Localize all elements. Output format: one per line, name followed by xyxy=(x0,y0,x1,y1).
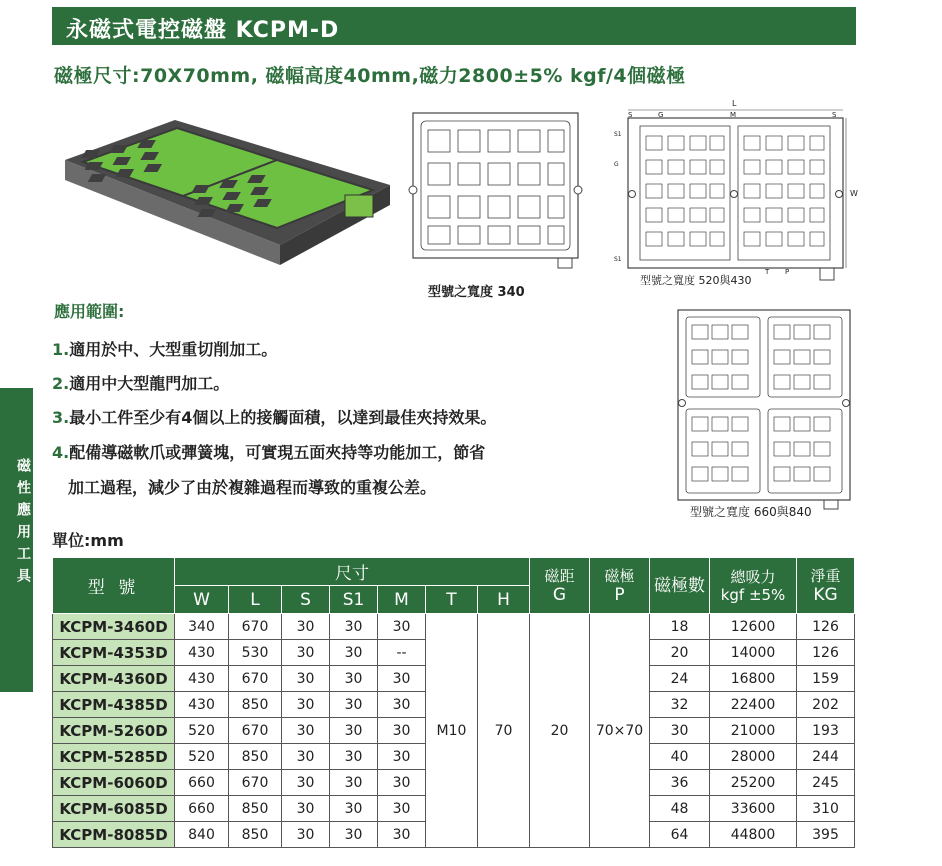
header-s1: S1 xyxy=(330,586,378,614)
application-item: 1.適用於中、大型重切削加工。 xyxy=(52,340,278,359)
side-tab-label: 磁性應用工具 xyxy=(15,458,31,590)
t-merged-cell: M10 xyxy=(426,614,478,848)
weight-cell: 244 xyxy=(797,744,855,770)
application-item: 3.最小工件至少有4個以上的接觸面積，以達到最佳夾持效果。 xyxy=(52,408,497,427)
application-item: 2.適用中大型龍門加工。 xyxy=(52,374,230,393)
weight-cell: 193 xyxy=(797,718,855,744)
m-cell: 30 xyxy=(378,614,426,640)
applications-title: 應用範圍: xyxy=(54,302,125,321)
s1-cell: 30 xyxy=(330,822,378,848)
w-cell: 660 xyxy=(175,770,229,796)
poles-cell: 32 xyxy=(650,692,710,718)
poles-cell: 40 xyxy=(650,744,710,770)
model-cell: KCPM-4385D xyxy=(53,692,175,718)
w-cell: 430 xyxy=(175,692,229,718)
model-cell: KCPM-8085D xyxy=(53,822,175,848)
poles-cell: 36 xyxy=(650,770,710,796)
l-cell: 850 xyxy=(229,796,282,822)
m-cell: 30 xyxy=(378,770,426,796)
l-cell: 670 xyxy=(229,614,282,640)
unit-label: 單位:mm xyxy=(52,531,124,550)
w-cell: 520 xyxy=(175,718,229,744)
weight-cell: 159 xyxy=(797,666,855,692)
header-model: 型 號 xyxy=(53,558,175,614)
m-cell: 30 xyxy=(378,666,426,692)
force-cell: 28000 xyxy=(710,744,797,770)
header-m: M xyxy=(378,586,426,614)
m-cell: 30 xyxy=(378,718,426,744)
s-cell: 30 xyxy=(282,744,330,770)
diagram-660-840 xyxy=(672,305,857,520)
w-cell: 430 xyxy=(175,640,229,666)
s-cell: 30 xyxy=(282,770,330,796)
application-item: 加工過程，減少了由於複雜過程而導致的重複公差。 xyxy=(68,478,437,497)
l-cell: 850 xyxy=(229,822,282,848)
model-cell: KCPM-5285D xyxy=(53,744,175,770)
diagram-340 xyxy=(408,108,603,298)
model-cell: KCPM-6085D xyxy=(53,796,175,822)
diagram-label-g: G xyxy=(658,111,664,119)
s1-cell: 30 xyxy=(330,718,378,744)
diagram-label-t: T xyxy=(765,268,770,276)
force-cell: 21000 xyxy=(710,718,797,744)
poles-cell: 20 xyxy=(650,640,710,666)
weight-cell: 126 xyxy=(797,614,855,640)
header-weight: 淨重 KG xyxy=(797,558,855,614)
s1-cell: 30 xyxy=(330,614,378,640)
l-cell: 670 xyxy=(229,666,282,692)
poles-cell: 64 xyxy=(650,822,710,848)
force-cell: 14000 xyxy=(710,640,797,666)
diagram-340-caption: 型號之寬度 340 xyxy=(428,285,525,300)
side-tab xyxy=(0,388,33,692)
page-title: 永磁式電控磁盤 KCPM-D xyxy=(66,18,340,43)
header-l: L xyxy=(229,586,282,614)
header-force: 總吸力 kgf ±5% xyxy=(710,558,797,614)
m-cell: -- xyxy=(378,640,426,666)
diagram-label-l: L xyxy=(732,99,737,108)
model-cell: KCPM-4360D xyxy=(53,666,175,692)
header-size: 尺寸 xyxy=(175,558,530,586)
diagram-label-p: P xyxy=(785,268,790,276)
force-cell: 12600 xyxy=(710,614,797,640)
model-cell: KCPM-6060D xyxy=(53,770,175,796)
force-cell: 44800 xyxy=(710,822,797,848)
diagram-label-s1: S1 xyxy=(614,131,622,138)
diagram-label-s1-bottom: S1 xyxy=(614,256,622,263)
weight-cell: 395 xyxy=(797,822,855,848)
s-cell: 30 xyxy=(282,614,330,640)
header-w: W xyxy=(175,586,229,614)
spec-subtitle: 磁極尺寸:70X70mm, 磁幅高度40mm,磁力2800±5% kgf/4個磁極 xyxy=(54,65,686,87)
s1-cell: 30 xyxy=(330,744,378,770)
header-t: T xyxy=(426,586,478,614)
l-cell: 530 xyxy=(229,640,282,666)
m-cell: 30 xyxy=(378,796,426,822)
spec-table xyxy=(52,557,855,848)
h-merged-cell: 70 xyxy=(478,614,530,848)
l-cell: 670 xyxy=(229,770,282,796)
diagram-660-caption: 型號之寬度 660與840 xyxy=(690,505,812,519)
poles-cell: 48 xyxy=(650,796,710,822)
s1-cell: 30 xyxy=(330,640,378,666)
s-cell: 30 xyxy=(282,796,330,822)
model-cell: KCPM-4353D xyxy=(53,640,175,666)
poles-cell: 24 xyxy=(650,666,710,692)
p-merged-cell: 70×70 xyxy=(590,614,650,848)
force-cell: 16800 xyxy=(710,666,797,692)
l-cell: 850 xyxy=(229,744,282,770)
s1-cell: 30 xyxy=(330,666,378,692)
l-cell: 670 xyxy=(229,718,282,744)
s1-cell: 30 xyxy=(330,770,378,796)
w-cell: 340 xyxy=(175,614,229,640)
s-cell: 30 xyxy=(282,822,330,848)
header-s: S xyxy=(282,586,330,614)
force-cell: 22400 xyxy=(710,692,797,718)
w-cell: 430 xyxy=(175,666,229,692)
header-p: 磁極 P xyxy=(590,558,650,614)
weight-cell: 310 xyxy=(797,796,855,822)
table-row xyxy=(53,614,855,640)
g-merged-cell: 20 xyxy=(530,614,590,848)
m-cell: 30 xyxy=(378,744,426,770)
poles-cell: 18 xyxy=(650,614,710,640)
header-poles: 磁極數 xyxy=(650,558,710,614)
header-h: H xyxy=(478,586,530,614)
l-cell: 850 xyxy=(229,692,282,718)
w-cell: 660 xyxy=(175,796,229,822)
force-cell: 33600 xyxy=(710,796,797,822)
diagram-label-s: S xyxy=(628,111,633,119)
title-bar xyxy=(52,7,856,45)
model-cell: KCPM-5260D xyxy=(53,718,175,744)
s-cell: 30 xyxy=(282,640,330,666)
weight-cell: 126 xyxy=(797,640,855,666)
s1-cell: 30 xyxy=(330,796,378,822)
product-image xyxy=(55,100,400,305)
diagram-label-g-left: G xyxy=(614,161,619,168)
weight-cell: 245 xyxy=(797,770,855,796)
s-cell: 30 xyxy=(282,718,330,744)
poles-cell: 30 xyxy=(650,718,710,744)
m-cell: 30 xyxy=(378,822,426,848)
s1-cell: 30 xyxy=(330,692,378,718)
w-cell: 520 xyxy=(175,744,229,770)
application-item: 4.配備導磁軟爪或彈簧塊，可實現五面夾持等功能加工，節省 xyxy=(52,443,486,462)
weight-cell: 202 xyxy=(797,692,855,718)
header-g: 磁距 G xyxy=(530,558,590,614)
diagram-label-m: M xyxy=(730,111,737,119)
model-cell: KCPM-3460D xyxy=(53,614,175,640)
s-cell: 30 xyxy=(282,692,330,718)
diagram-520-caption: 型號之寬度 520與430 xyxy=(640,274,752,287)
diagram-520-430 xyxy=(610,96,860,286)
m-cell: 30 xyxy=(378,692,426,718)
diagram-label-s-right: S xyxy=(832,111,837,119)
force-cell: 25200 xyxy=(710,770,797,796)
diagram-label-w: W xyxy=(850,189,858,198)
w-cell: 840 xyxy=(175,822,229,848)
s-cell: 30 xyxy=(282,666,330,692)
